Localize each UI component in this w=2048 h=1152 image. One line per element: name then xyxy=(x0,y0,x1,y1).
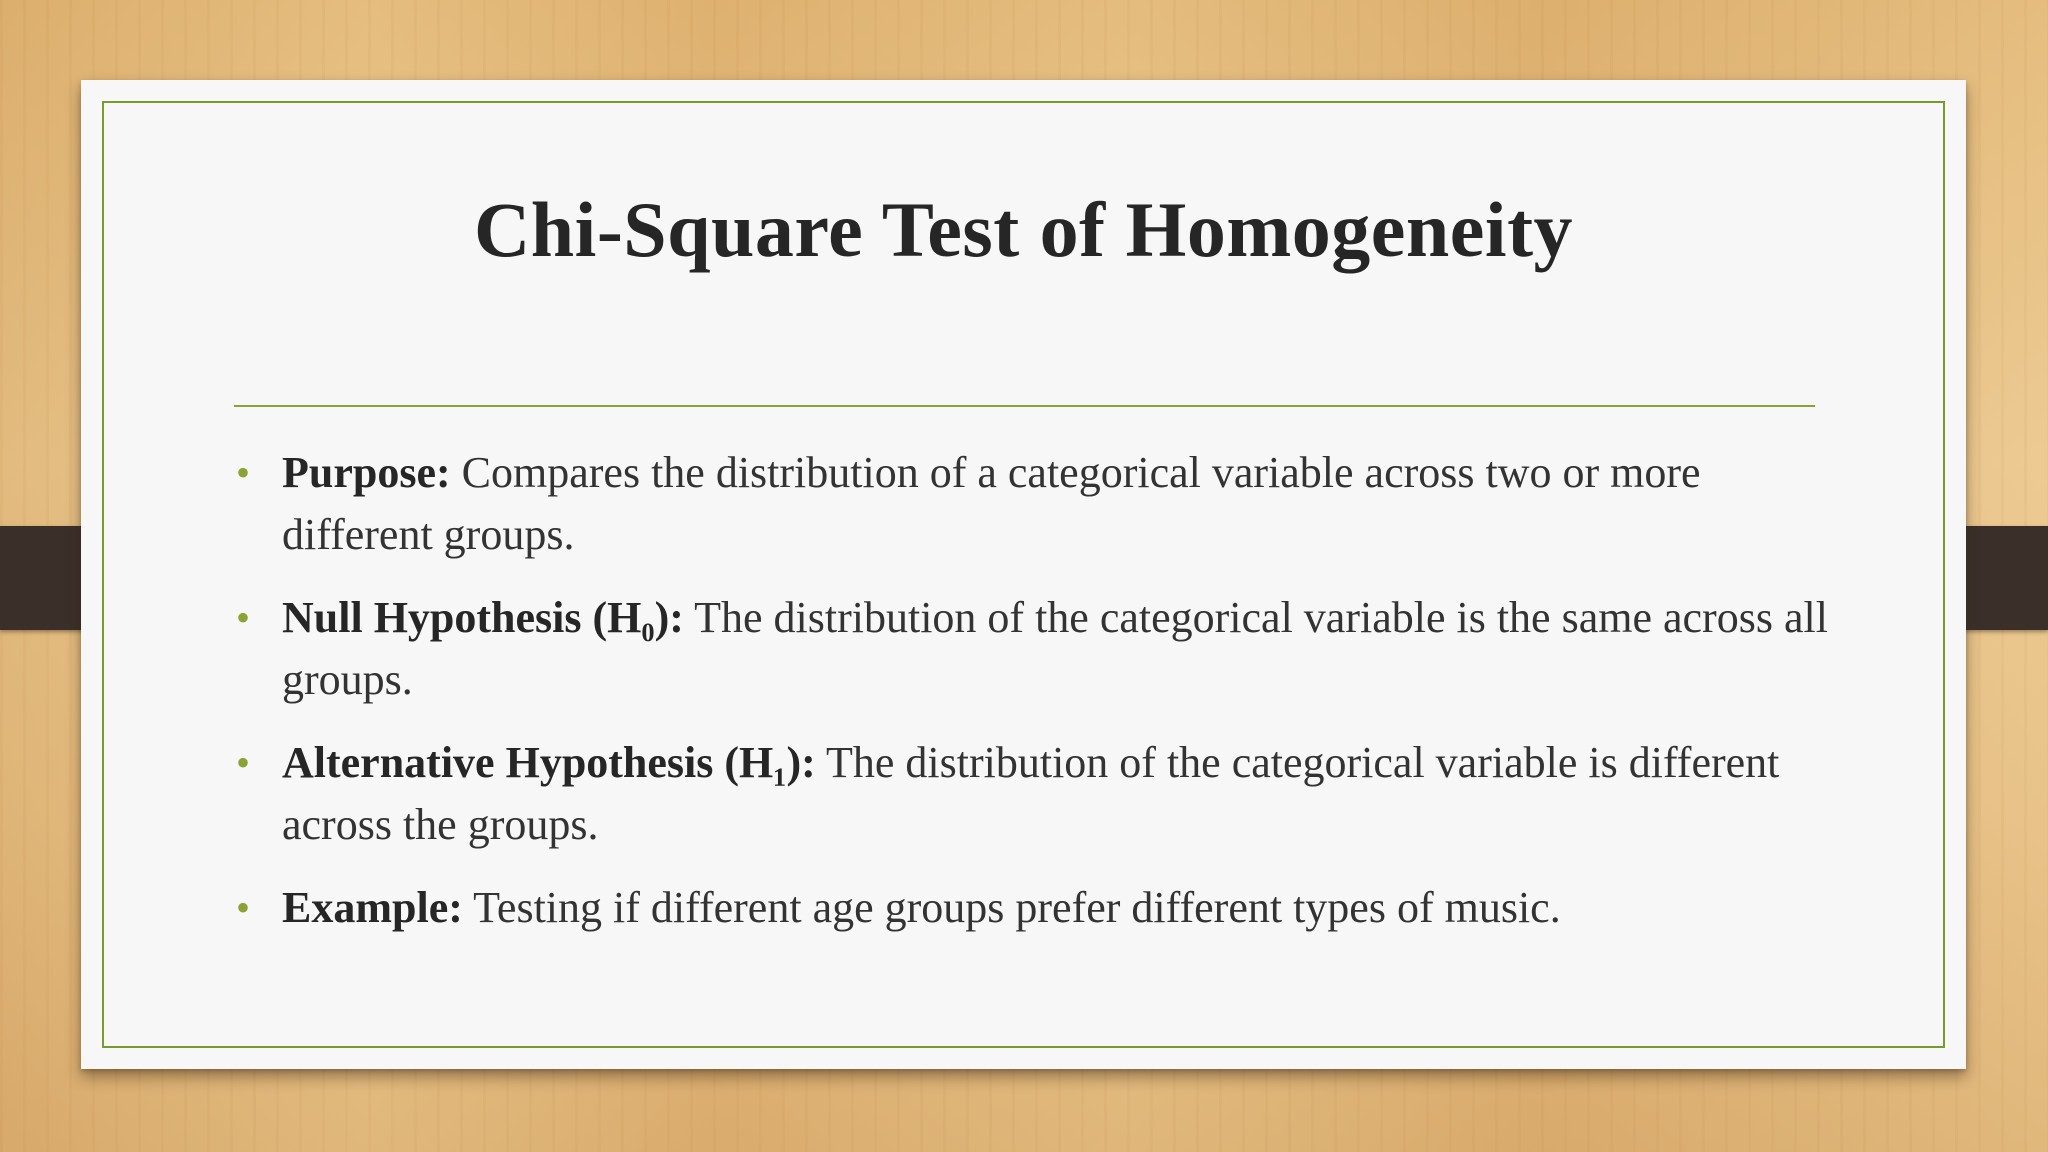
bullet-term: Example: xyxy=(282,883,463,932)
bullet-term: Purpose: xyxy=(282,448,451,497)
bullet-item-example xyxy=(234,877,1844,939)
slide-card xyxy=(81,80,1966,1069)
bullet-text: The distribution of the categorical variable is different across the groups. xyxy=(282,738,1780,849)
bullet-item-null-hypothesis xyxy=(234,587,1844,711)
bullet-term: Alternative Hypothesis (H₁): xyxy=(282,738,816,787)
bullet-dot-icon: • xyxy=(236,885,251,930)
slide-title: Chi-Square Test of Homogeneity xyxy=(473,186,1574,273)
bullet-text: Compares the distribution of a categorical variable across two or more different groups. xyxy=(282,448,1701,559)
bullet-item-alternative-hypothesis xyxy=(234,732,1844,856)
bullet-dot-icon: • xyxy=(236,740,251,785)
bullet-list xyxy=(234,442,1844,960)
bullet-term: Null Hypothesis (H₀): xyxy=(282,593,684,642)
bullet-item-purpose xyxy=(234,442,1844,566)
bullet-text: Testing if different age groups prefer different types of music. xyxy=(473,883,1561,932)
title-divider xyxy=(234,405,1815,407)
bullet-text: The distribution of the categorical variable is the same across all groups. xyxy=(282,593,1828,704)
bullet-dot-icon: • xyxy=(236,595,251,640)
bullet-dot-icon: • xyxy=(236,450,251,495)
